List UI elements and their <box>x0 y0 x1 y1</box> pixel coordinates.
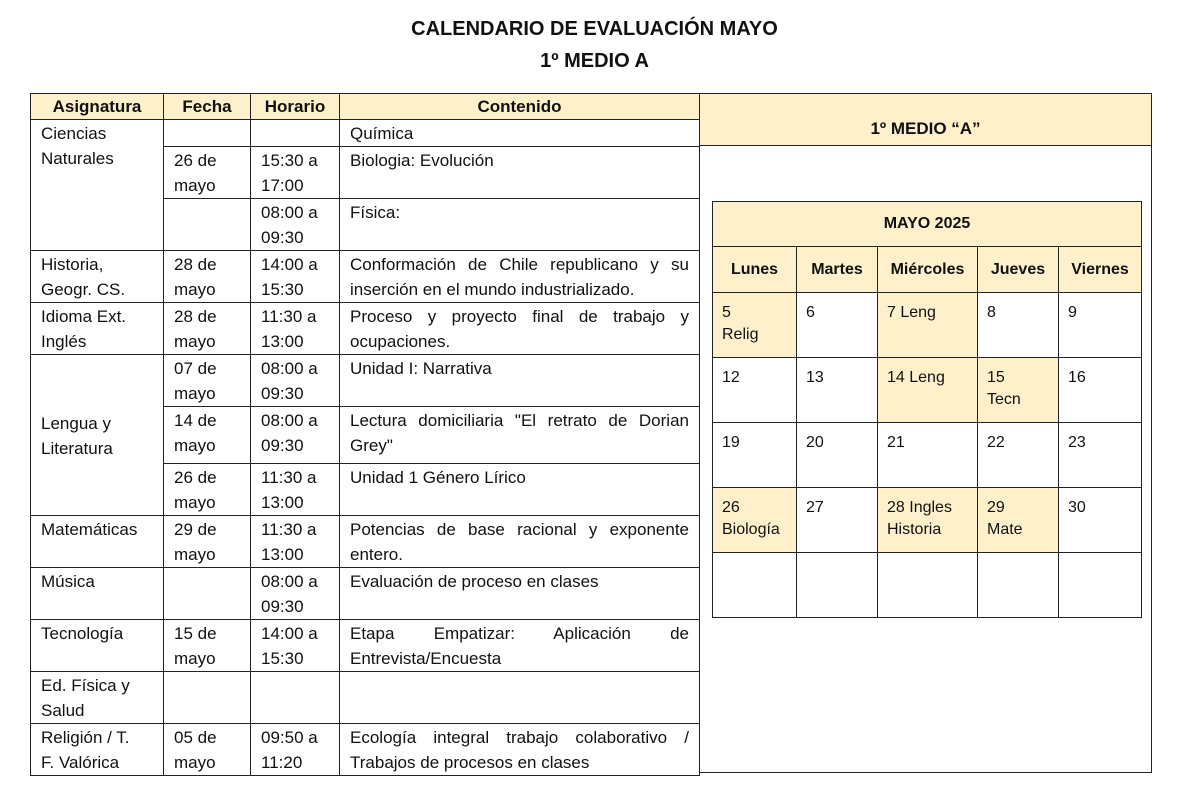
calendar-day <box>878 488 978 553</box>
calendar-day-text: 27 <box>806 499 824 516</box>
calendar-day-text: 19 <box>722 434 740 451</box>
weekday-header: Lunes <box>713 247 797 293</box>
horario-cell: 11:30 a 13:00 <box>251 464 340 516</box>
calendar-day <box>878 358 978 423</box>
contenido-cell: Potencias de base racional y exponente entero. <box>340 516 700 568</box>
calendar-day-text: 26 Biología <box>722 499 780 538</box>
calendar-day <box>1059 293 1142 358</box>
calendar-day-text: 9 <box>1068 304 1077 321</box>
page-title: CALENDARIO DE EVALUACIÓN MAYO <box>411 18 778 40</box>
weekday-header: Jueves <box>978 247 1059 293</box>
contenido-cell: Ecología integral trabajo colaborativo / Trabajos de procesos en clases <box>340 724 700 776</box>
horario-cell: 08:00 a 09:30 <box>251 407 340 464</box>
calendar-day <box>978 553 1059 618</box>
subject-cell: Matemáticas <box>31 516 164 568</box>
calendar-week <box>713 553 1142 618</box>
calendar-day-text: 21 <box>887 434 905 451</box>
horario-cell: 09:50 a 11:20 <box>251 724 340 776</box>
contenido-cell: Etapa Empatizar: Aplicación de Entrevista/Encuesta <box>340 620 700 672</box>
subject-cell: Ed. Física y Salud <box>31 672 164 724</box>
horario-cell: 14:00 a 15:30 <box>251 251 340 303</box>
calendar-week <box>713 423 1142 488</box>
fecha-cell <box>164 568 251 620</box>
contenido-cell: Unidad 1 Género Lírico <box>340 464 700 516</box>
table-row <box>31 672 700 724</box>
calendar-day-text: 5 Relig <box>722 304 759 343</box>
contenido-cell: Biologia: Evolución <box>340 147 700 199</box>
calendar-day <box>713 488 797 553</box>
contenido-cell: Evaluación de proceso en clases <box>340 568 700 620</box>
contenido-cell: Química <box>340 120 700 147</box>
calendar-day-text: 14 Leng <box>887 369 945 386</box>
calendar-day <box>1059 358 1142 423</box>
calendar-day <box>1059 423 1142 488</box>
subject-cell: Música <box>31 568 164 620</box>
calendar-day <box>1059 553 1142 618</box>
fecha-cell <box>164 120 251 147</box>
subject-cell: Lengua y Literatura <box>31 355 164 516</box>
calendar-day <box>713 293 797 358</box>
calendar-day <box>1059 488 1142 553</box>
table-row <box>31 355 700 407</box>
horario-cell: 14:00 a 15:30 <box>251 620 340 672</box>
horario-cell: 15:30 a 17:00 <box>251 147 340 199</box>
page-subtitle: 1º MEDIO A <box>540 50 649 72</box>
header-contenido: Contenido <box>340 94 700 120</box>
calendar-day <box>978 488 1059 553</box>
table-row <box>31 516 700 568</box>
header-asignatura: Asignatura <box>31 94 164 120</box>
calendar-month-title: MAYO 2025 <box>713 202 1142 247</box>
weekday-row <box>713 247 1142 293</box>
horario-cell: 08:00 a 09:30 <box>251 355 340 407</box>
fecha-cell: 29 de mayo <box>164 516 251 568</box>
calendar-day-text: 20 <box>806 434 824 451</box>
calendar-day-text: 8 <box>987 304 996 321</box>
header-fecha: Fecha <box>164 94 251 120</box>
fecha-cell: 07 de mayo <box>164 355 251 407</box>
subject-cell: Tecnología <box>31 620 164 672</box>
calendar-day <box>797 553 878 618</box>
horario-cell: 08:00 a 09:30 <box>251 199 340 251</box>
calendar-day-text: 6 <box>806 304 815 321</box>
calendar-day-text: 16 <box>1068 369 1086 386</box>
table-row <box>31 120 700 147</box>
horario-cell <box>251 120 340 147</box>
weekday-header: Miércoles <box>878 247 978 293</box>
calendar-day <box>713 423 797 488</box>
contenido-cell: Unidad I: Narrativa <box>340 355 700 407</box>
table-header-row <box>31 94 700 120</box>
evaluation-table <box>30 93 700 776</box>
calendar-day <box>797 488 878 553</box>
calendar-day-text: 12 <box>722 369 740 386</box>
contenido-cell: Proceso y proyecto final de trabajo y ocupaciones. <box>340 303 700 355</box>
calendar-day <box>797 358 878 423</box>
calendar-day <box>713 358 797 423</box>
weekday-header: Martes <box>797 247 878 293</box>
calendar-day <box>978 293 1059 358</box>
fecha-cell: 26 de mayo <box>164 147 251 199</box>
calendar-day <box>797 293 878 358</box>
calendar-day-text: 30 <box>1068 499 1086 516</box>
fecha-cell: 26 de mayo <box>164 464 251 516</box>
horario-cell: 08:00 a 09:30 <box>251 568 340 620</box>
table-row <box>31 251 700 303</box>
calendar-day <box>878 553 978 618</box>
contenido-cell: Conformación de Chile republicano y su inserción en el mundo industrializado. <box>340 251 700 303</box>
calendar-day-text: 29 Mate <box>987 499 1023 538</box>
contenido-cell: Física: <box>340 199 700 251</box>
fecha-cell <box>164 199 251 251</box>
calendar-day <box>878 293 978 358</box>
calendar-week <box>713 488 1142 553</box>
horario-cell: 11:30 a 13:00 <box>251 303 340 355</box>
fecha-cell <box>164 672 251 724</box>
header-horario: Horario <box>251 94 340 120</box>
fecha-cell: 05 de mayo <box>164 724 251 776</box>
calendar-day <box>978 423 1059 488</box>
calendar-day-text: 13 <box>806 369 824 386</box>
subject-cell: Ciencias Naturales <box>31 120 164 251</box>
calendar-day-text: 23 <box>1068 434 1086 451</box>
calendar-day-text: 7 Leng <box>887 304 936 321</box>
horario-cell <box>251 672 340 724</box>
calendar-day-text: 22 <box>987 434 1005 451</box>
contenido-cell: Lectura domiciliaria "El retrato de Dorian Grey" <box>340 407 700 464</box>
fecha-cell: 28 de mayo <box>164 303 251 355</box>
calendar-day-text: 28 Ingles Historia <box>887 499 952 538</box>
table-row <box>31 724 700 776</box>
side-panel-heading: 1º MEDIO “A” <box>700 94 1151 146</box>
table-row <box>31 620 700 672</box>
calendar-day <box>978 358 1059 423</box>
fecha-cell: 14 de mayo <box>164 407 251 464</box>
table-row <box>31 568 700 620</box>
calendar-week <box>713 293 1142 358</box>
table-row <box>31 303 700 355</box>
calendar-week <box>713 358 1142 423</box>
subject-cell: Idioma Ext. Inglés <box>31 303 164 355</box>
month-calendar <box>712 201 1142 618</box>
fecha-cell: 28 de mayo <box>164 251 251 303</box>
calendar-day <box>713 553 797 618</box>
subject-cell: Historia, Geogr. CS. <box>31 251 164 303</box>
calendar-day <box>878 423 978 488</box>
horario-cell: 11:30 a 13:00 <box>251 516 340 568</box>
calendar-day-text: 15 Tecn <box>987 369 1021 408</box>
weekday-header: Viernes <box>1059 247 1142 293</box>
contenido-cell <box>340 672 700 724</box>
calendar-day <box>797 423 878 488</box>
subject-cell: Religión / T. F. Valórica <box>31 724 164 776</box>
fecha-cell: 15 de mayo <box>164 620 251 672</box>
